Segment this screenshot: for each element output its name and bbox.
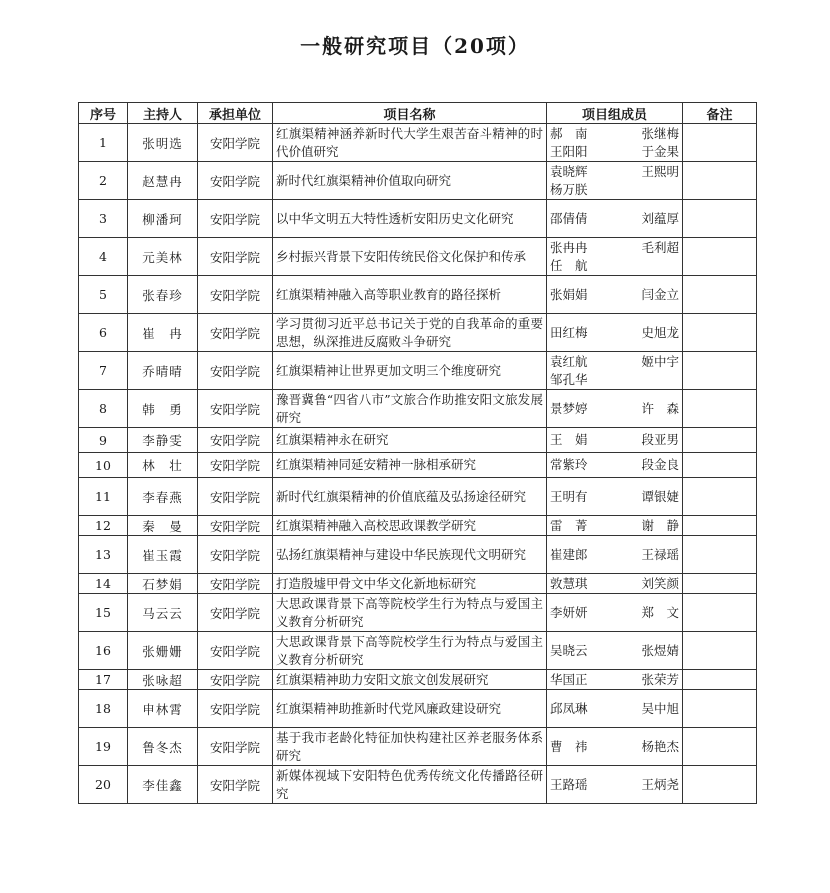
- unit-cell: 安阳学院: [198, 162, 273, 200]
- project-name-cell: 红旗渠精神涵养新时代大学生艰苦奋斗精神的时代价值研究: [273, 124, 547, 162]
- member-name: 袁晓辉: [550, 163, 588, 179]
- project-name-cell: 新时代红旗渠精神价值取向研究: [273, 162, 547, 200]
- notes-cell: [683, 200, 757, 238]
- host-cell: 申林霄: [128, 690, 198, 728]
- member-name: 张荣芳: [641, 671, 679, 687]
- members-cell: [547, 453, 683, 478]
- serial-cell: 4: [79, 238, 128, 276]
- host-cell: 张咏超: [128, 670, 198, 690]
- member-name: 张娟娟: [550, 286, 588, 302]
- member-name: 郑 文: [641, 604, 679, 620]
- table-row: [79, 314, 757, 352]
- host-cell: 秦 曼: [128, 516, 198, 536]
- member-line: [550, 776, 679, 794]
- member-name: 王明有: [550, 488, 588, 504]
- unit-cell: 安阳学院: [198, 314, 273, 352]
- notes-cell: [683, 314, 757, 352]
- member-name: 张继梅: [641, 125, 679, 141]
- table-row: [79, 124, 757, 162]
- member-name: 王阳阳: [550, 143, 588, 159]
- table-row: [79, 390, 757, 428]
- host-cell: 马云云: [128, 594, 198, 632]
- member-line: [550, 125, 679, 143]
- table-row: [79, 690, 757, 728]
- host-cell: 柳潘珂: [128, 200, 198, 238]
- notes-cell: [683, 728, 757, 766]
- header-unit: 承担单位: [198, 103, 273, 124]
- member-name: 雷 菁: [550, 517, 588, 533]
- unit-cell: 安阳学院: [198, 200, 273, 238]
- host-cell: 崔玉霞: [128, 536, 198, 574]
- members-cell: [547, 574, 683, 594]
- serial-cell: 12: [79, 516, 128, 536]
- notes-cell: [683, 390, 757, 428]
- member-name: 邵倩倩: [550, 210, 588, 226]
- project-name-cell: 新媒体视域下安阳特色优秀传统文化传播路径研究: [273, 766, 547, 804]
- serial-cell: 9: [79, 428, 128, 453]
- member-line: [550, 181, 679, 199]
- member-name: 许 森: [641, 400, 679, 416]
- host-cell: 张明选: [128, 124, 198, 162]
- unit-cell: 安阳学院: [198, 690, 273, 728]
- project-table: [78, 102, 757, 804]
- notes-cell: [683, 536, 757, 574]
- serial-cell: 11: [79, 478, 128, 516]
- member-name: 曹 祎: [550, 738, 588, 754]
- project-name-cell: 红旗渠精神同延安精神一脉相承研究: [273, 453, 547, 478]
- member-line: [550, 517, 679, 535]
- member-name: 敦慧琪: [550, 575, 588, 591]
- member-name: 常紫玲: [550, 457, 588, 472]
- members-cell: [547, 728, 683, 766]
- notes-cell: [683, 670, 757, 690]
- member-name: 刘蕴厚: [641, 210, 679, 226]
- table-row: [79, 238, 757, 276]
- member-line: [550, 239, 679, 257]
- unit-cell: 安阳学院: [198, 124, 273, 162]
- host-cell: 赵慧冉: [128, 162, 198, 200]
- member-name: 张煜婧: [641, 642, 679, 658]
- member-name: 刘笑颜: [641, 575, 679, 591]
- host-cell: 林 壮: [128, 453, 198, 478]
- members-cell: [547, 200, 683, 238]
- member-line: [550, 163, 679, 181]
- table-row: [79, 516, 757, 536]
- host-cell: 张春珍: [128, 276, 198, 314]
- notes-cell: [683, 478, 757, 516]
- unit-cell: 安阳学院: [198, 276, 273, 314]
- notes-cell: [683, 594, 757, 632]
- project-name-cell: 以中华文明五大特性透析安阳历史文化研究: [273, 200, 547, 238]
- serial-cell: 10: [79, 453, 128, 478]
- member-line: [550, 210, 679, 228]
- header-serial: 序号: [79, 103, 128, 124]
- serial-cell: 17: [79, 670, 128, 690]
- table-body: [79, 124, 757, 804]
- member-name: 王 娟: [550, 432, 588, 447]
- member-name: 任 航: [550, 257, 588, 273]
- host-cell: 张姗姗: [128, 632, 198, 670]
- member-name: 郝 南: [550, 125, 588, 141]
- notes-cell: [683, 516, 757, 536]
- project-name-cell: 红旗渠精神永在研究: [273, 428, 547, 453]
- member-line: [550, 431, 679, 449]
- member-name: 张冉冉: [550, 239, 588, 255]
- member-name: 袁红航: [550, 353, 588, 369]
- notes-cell: [683, 276, 757, 314]
- unit-cell: 安阳学院: [198, 352, 273, 390]
- serial-cell: 3: [79, 200, 128, 238]
- notes-cell: [683, 428, 757, 453]
- project-name-cell: 红旗渠精神助力安阳文旅文创发展研究: [273, 670, 547, 690]
- member-name: 谭银婕: [641, 488, 679, 504]
- member-line: [550, 324, 679, 342]
- header-project-name: 项目名称: [273, 103, 547, 124]
- member-line: [550, 286, 679, 304]
- member-line: [550, 400, 679, 418]
- members-cell: [547, 766, 683, 804]
- member-name: 姬中宇: [641, 353, 679, 369]
- member-line: [550, 671, 679, 689]
- notes-cell: [683, 352, 757, 390]
- notes-cell: [683, 690, 757, 728]
- members-cell: [547, 390, 683, 428]
- host-cell: 元美林: [128, 238, 198, 276]
- member-name: 杨艳杰: [641, 738, 679, 754]
- table-row: [79, 162, 757, 200]
- member-name: 王熙明: [641, 163, 679, 179]
- member-name: 邹孔华: [550, 371, 588, 387]
- notes-cell: [683, 632, 757, 670]
- serial-cell: 14: [79, 574, 128, 594]
- serial-cell: 1: [79, 124, 128, 162]
- member-name: 吴晓云: [550, 642, 588, 658]
- project-name-cell: 大思政课背景下高等院校学生行为特点与爱国主义教育分析研究: [273, 632, 547, 670]
- members-cell: [547, 478, 683, 516]
- notes-cell: [683, 124, 757, 162]
- notes-cell: [683, 453, 757, 478]
- member-name: 毛利超: [641, 239, 679, 255]
- table-row: [79, 478, 757, 516]
- serial-cell: 16: [79, 632, 128, 670]
- member-name: 杨万朕: [550, 181, 588, 197]
- members-cell: [547, 632, 683, 670]
- project-name-cell: 乡村振兴背景下安阳传统民俗文化保护和传承: [273, 238, 547, 276]
- project-name-cell: 弘扬红旗渠精神与建设中华民族现代文明研究: [273, 536, 547, 574]
- project-name-cell: 学习贯彻习近平总书记关于党的自我革命的重要思想，纵深推进反腐败斗争研究: [273, 314, 547, 352]
- serial-cell: 2: [79, 162, 128, 200]
- member-name: 史旭龙: [641, 324, 679, 340]
- members-cell: [547, 162, 683, 200]
- member-name: 吴中旭: [641, 700, 679, 716]
- member-name: 景梦婷: [550, 400, 588, 416]
- notes-cell: [683, 238, 757, 276]
- member-line: [550, 604, 679, 622]
- page-title: 一般研究项目（20项）: [300, 34, 530, 58]
- project-name-cell: 基于我市老龄化特征加快构建社区养老服务体系研究: [273, 728, 547, 766]
- member-line: [550, 700, 679, 718]
- serial-cell: 20: [79, 766, 128, 804]
- member-name: 王禄瑶: [641, 546, 679, 562]
- table-row: [79, 632, 757, 670]
- header-host: 主持人: [128, 103, 198, 124]
- table-row: [79, 276, 757, 314]
- unit-cell: 安阳学院: [198, 536, 273, 574]
- member-name: 崔建郎: [550, 546, 588, 562]
- members-cell: [547, 516, 683, 536]
- unit-cell: 安阳学院: [198, 670, 273, 690]
- project-name-cell: 红旗渠精神让世界更加文明三个维度研究: [273, 352, 547, 390]
- table-row: [79, 352, 757, 390]
- members-cell: [547, 594, 683, 632]
- member-line: [550, 738, 679, 756]
- unit-cell: 安阳学院: [198, 390, 273, 428]
- serial-cell: 5: [79, 276, 128, 314]
- unit-cell: 安阳学院: [198, 453, 273, 478]
- unit-cell: 安阳学院: [198, 238, 273, 276]
- notes-cell: [683, 162, 757, 200]
- unit-cell: 安阳学院: [198, 594, 273, 632]
- table-row: [79, 766, 757, 804]
- unit-cell: 安阳学院: [198, 574, 273, 594]
- serial-cell: 19: [79, 728, 128, 766]
- unit-cell: 安阳学院: [198, 728, 273, 766]
- member-name: 谢 静: [641, 517, 679, 533]
- table-row: [79, 200, 757, 238]
- header-members: 项目组成员: [547, 103, 683, 124]
- table-row: [79, 574, 757, 594]
- member-line: [550, 456, 679, 474]
- member-name: 段亚男: [641, 432, 679, 447]
- host-cell: 李佳鑫: [128, 766, 198, 804]
- host-cell: 乔晴晴: [128, 352, 198, 390]
- member-name: 王炳尧: [641, 776, 679, 792]
- member-line: [550, 371, 679, 389]
- project-name-cell: 打造殷墟甲骨文中华文化新地标研究: [273, 574, 547, 594]
- project-name-cell: 红旗渠精神助推新时代党风廉政建设研究: [273, 690, 547, 728]
- member-line: [550, 575, 679, 593]
- serial-cell: 15: [79, 594, 128, 632]
- host-cell: 李静雯: [128, 428, 198, 453]
- table-row: [79, 594, 757, 632]
- serial-cell: 13: [79, 536, 128, 574]
- member-line: [550, 143, 679, 161]
- unit-cell: 安阳学院: [198, 428, 273, 453]
- serial-cell: 8: [79, 390, 128, 428]
- member-name: 李妍妍: [550, 604, 588, 620]
- member-line: [550, 257, 679, 275]
- members-cell: [547, 314, 683, 352]
- member-name: 段金良: [641, 457, 679, 472]
- member-line: [550, 546, 679, 564]
- project-name-cell: 新时代红旗渠精神的价值底蕴及弘扬途径研究: [273, 478, 547, 516]
- members-cell: [547, 428, 683, 453]
- table-row: [79, 428, 757, 453]
- project-name-cell: 豫晋冀鲁“四省八市”文旅合作助推安阳文旅发展研究: [273, 390, 547, 428]
- host-cell: 石梦娟: [128, 574, 198, 594]
- notes-cell: [683, 766, 757, 804]
- unit-cell: 安阳学院: [198, 516, 273, 536]
- host-cell: 崔 冉: [128, 314, 198, 352]
- project-name-cell: 红旗渠精神融入高校思政课教学研究: [273, 516, 547, 536]
- members-cell: [547, 536, 683, 574]
- notes-cell: [683, 574, 757, 594]
- table-row: [79, 728, 757, 766]
- table-row: [79, 536, 757, 574]
- table-header-row: [79, 103, 757, 124]
- serial-cell: 18: [79, 690, 128, 728]
- member-name: 闫金立: [641, 286, 679, 302]
- unit-cell: 安阳学院: [198, 478, 273, 516]
- project-name-cell: 红旗渠精神融入高等职业教育的路径探析: [273, 276, 547, 314]
- unit-cell: 安阳学院: [198, 632, 273, 670]
- members-cell: [547, 690, 683, 728]
- member-name: 田红梅: [550, 324, 588, 340]
- table-row: [79, 453, 757, 478]
- table-row: [79, 670, 757, 690]
- members-cell: [547, 670, 683, 690]
- member-name: 邱凤琳: [550, 700, 588, 716]
- serial-cell: 6: [79, 314, 128, 352]
- unit-cell: 安阳学院: [198, 766, 273, 804]
- member-name: 王路瑶: [550, 776, 588, 792]
- members-cell: [547, 124, 683, 162]
- project-name-cell: 大思政课背景下高等院校学生行为特点与爱国主义教育分析研究: [273, 594, 547, 632]
- members-cell: [547, 238, 683, 276]
- host-cell: 韩 勇: [128, 390, 198, 428]
- serial-cell: 7: [79, 352, 128, 390]
- member-name: 于金果: [641, 143, 679, 159]
- members-cell: [547, 352, 683, 390]
- member-line: [550, 488, 679, 506]
- member-line: [550, 353, 679, 371]
- host-cell: 李春燕: [128, 478, 198, 516]
- members-cell: [547, 276, 683, 314]
- member-name: 华国正: [550, 671, 588, 687]
- header-notes: 备注: [683, 103, 757, 124]
- host-cell: 鲁冬杰: [128, 728, 198, 766]
- member-line: [550, 642, 679, 660]
